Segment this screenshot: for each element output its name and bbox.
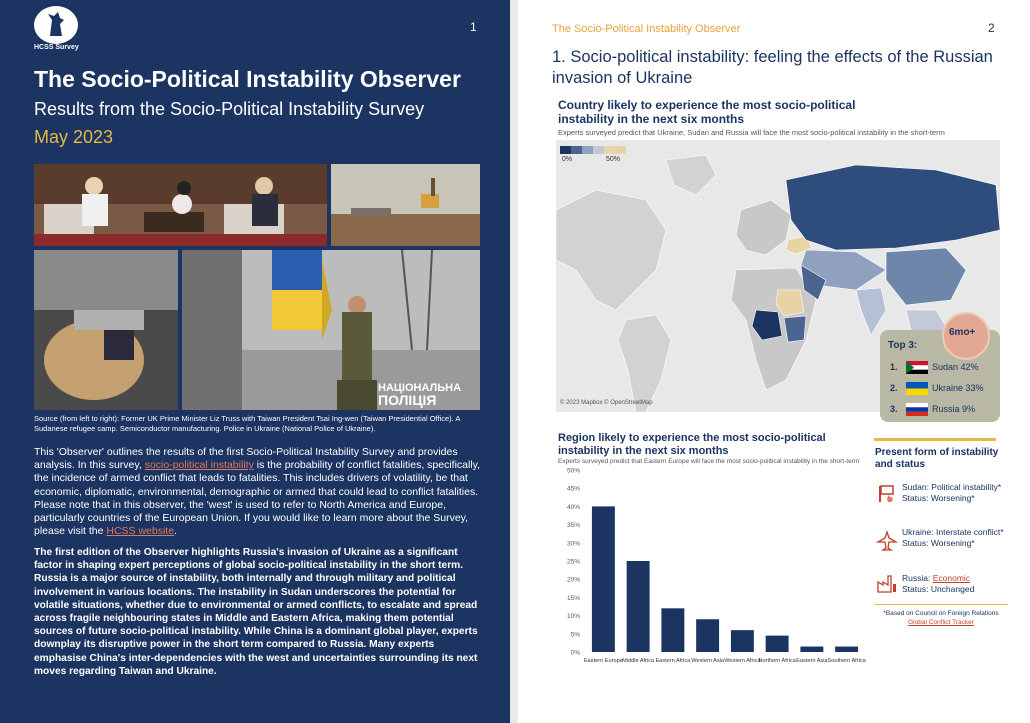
ukraine-status [902, 527, 1006, 548]
x-tick-label: Eastern Europe [583, 658, 623, 664]
map-subtitle: Experts surveyed predict that Ukraine, Sudan and Russia will face the most socio-political instability in the short-term [558, 128, 945, 137]
russia-flag-icon [906, 403, 928, 416]
y-tick-label: 35% [566, 522, 580, 530]
socio-political-instability-link[interactable]: socio-political instability [144, 459, 254, 472]
top3-rank-1: 1. [890, 362, 898, 372]
page-gutter [510, 0, 518, 723]
report-date: May 2023 [34, 127, 114, 147]
y-tick-label: 30% [566, 540, 580, 548]
jet-icon [876, 530, 898, 552]
x-tick-label: Eastern Asia [796, 658, 828, 664]
y-tick-label: 15% [566, 594, 580, 602]
ukraine-flag-icon [906, 382, 928, 395]
sudan-flag-icon [906, 361, 928, 374]
bar-middle-africa [627, 561, 650, 652]
y-tick-label: 20% [566, 576, 580, 584]
legend-max-label: 50% [606, 156, 621, 163]
top3-rank-3: 3. [890, 404, 898, 414]
bar-eastern-europe [592, 506, 615, 652]
y-tick-label: 25% [566, 558, 580, 566]
sudan-status [902, 482, 1006, 503]
photo-caption: Source (from left to right): Former UK Prime Minister Liz Truss with Taiwan President Tsai Ing-wen (Taiwan Presidential Office). A Sudanese refugee camp. Semiconductor manufacturing. Police in Ukraine (National Police of Ukraine). [34, 414, 460, 433]
side-panel-rule [874, 438, 996, 441]
horizon-badge-label: 6mo+ [949, 327, 976, 338]
sudan-form: Sudan: Political instability* [902, 482, 1002, 492]
russia-form-prefix: Russia: [902, 573, 933, 583]
russia-status [902, 573, 1006, 594]
factory-icon [876, 572, 898, 594]
x-tick-label: Western Africa [724, 658, 761, 664]
intro-paragraph [34, 446, 484, 538]
bar-eastern-asia [800, 647, 823, 652]
x-tick-label: Southern Africa [827, 658, 866, 664]
bar-southern-africa [835, 647, 858, 652]
footnote [874, 610, 1008, 627]
x-tick-label: Eastern Africa [655, 658, 691, 664]
ukraine-form: Ukraine: Interstate conflict* [902, 527, 1004, 537]
y-tick-label: 10% [566, 613, 580, 621]
top3-label-1: Sudan 42% [932, 362, 979, 372]
hcss-website-link[interactable]: HCSS website [106, 525, 175, 538]
legend-min-label: 0% [562, 156, 573, 163]
sudan-trend: Status: Worsening* [902, 492, 975, 503]
section-title: 1. Socio-political instability: feeling the effects of the Russian invasion of Ukraine [552, 48, 993, 87]
top3-label-2: Ukraine 33% [932, 383, 984, 393]
photo-truss-tsai [34, 164, 327, 246]
russia-trend: Status: Unchanged [902, 583, 975, 594]
top3-label-3: Russia 9% [932, 404, 976, 414]
bar-western-asia [696, 619, 719, 652]
map-legend-gradient [560, 146, 626, 154]
report-title: The Socio-Political Instability Observer [34, 66, 461, 92]
page-number: 2 [988, 21, 995, 35]
analysis-page [518, 0, 1030, 723]
map-credit: © 2023 Mapbox © OpenStreetMap [560, 400, 653, 406]
footnote-text: *Based on Council on Foreign Relations [883, 610, 999, 617]
y-tick-label: 40% [566, 503, 580, 511]
ukraine-trend: Status: Worsening* [902, 537, 975, 548]
y-tick-label: 50% [566, 467, 580, 475]
y-tick-label: 45% [566, 485, 580, 493]
side-panel-title: Present form of instability and status [875, 447, 999, 470]
logo-label: HCSS Survey [34, 44, 79, 51]
region-bar-chart [552, 462, 872, 672]
police-badge-line1: НАЦІОНАЛЬНА [378, 382, 462, 394]
intro-text-a: This 'Observer' outlines the results of the first Socio-Political Instability Survey and provides analysis. In this survey, [34, 446, 458, 472]
top3-rank-2: 2. [890, 383, 898, 393]
bar-chart-title: Region likely to experience the most socio-political instability in the next six months [558, 432, 826, 457]
hcss-logo [34, 6, 78, 44]
page-number: 1 [470, 20, 477, 34]
intro-text-b: is the probability of conflict fatalities, specifically, the incidence of armed conflict that leads to fatalities. This includes drivers of volatility, be that economic, diplomatic, environmental, demographic or armed that could lead to conflict fatalities. Please note that in this observer, the 'west' is used to refer to North America and Europe, particularly countries of the European Union. If you would like to learn more about the Survey, please visit the [34, 459, 481, 538]
map-title: Country likely to experience the most socio-political instability in the next six months [558, 98, 856, 126]
photo-ukraine-police [182, 250, 480, 410]
russia-economic-link[interactable]: Economic [932, 573, 971, 583]
global-conflict-tracker-link[interactable]: Global Conflict Tracker [908, 618, 974, 626]
bar-northern-africa [766, 636, 789, 652]
flag-burning-icon [876, 482, 898, 504]
bar-western-africa [731, 630, 754, 652]
intro-text-c: . [174, 525, 177, 538]
footnote-rule [874, 604, 1008, 605]
x-tick-label: Middle Africa [622, 658, 655, 664]
report-subtitle: Results from the Socio-Political Instability Survey [34, 99, 425, 119]
y-tick-label: 5% [570, 631, 580, 639]
cover-page [0, 0, 510, 723]
summary-paragraph: The first edition of the Observer highlights Russia's invasion of Ukraine as a significant factor in shaping expert perceptions of global socio-political instability in the short term. Russia is a major source of instability, both internally and through military and political involvement in various locations. The instability in Sudan underscores the potential for volatile situations, whether due to environmental or armed conflicts, to escalate and spread across fragile neighbouring states in Middle and Eastern Africa, making them potential sources of future socio-political instability. While China is a dominant global player, experts downplay its disruptive power in the short term compared to Russia. Many experts emphasise China's inter-dependencies with the west and uncertainties surrounding its next moves regarding Taiwan and Ukraine. [34, 547, 478, 677]
photo-semiconductor [34, 250, 178, 410]
y-tick-label: 0% [570, 649, 580, 657]
bar-eastern-africa [661, 608, 684, 652]
x-tick-label: Western Asia [691, 658, 725, 664]
running-header: The Socio-Political Instability Observer [552, 23, 741, 35]
bar-chart-subtitle: Experts surveyed predict that Eastern Europe will face the most socio-political instability in the short-term [558, 458, 860, 465]
x-tick-label: Northern Africa [758, 658, 796, 664]
photo-refugee-camp [331, 164, 480, 246]
top3-title: Top 3: [888, 340, 918, 351]
police-badge-line2: ПОЛІЦІЯ [378, 392, 437, 408]
